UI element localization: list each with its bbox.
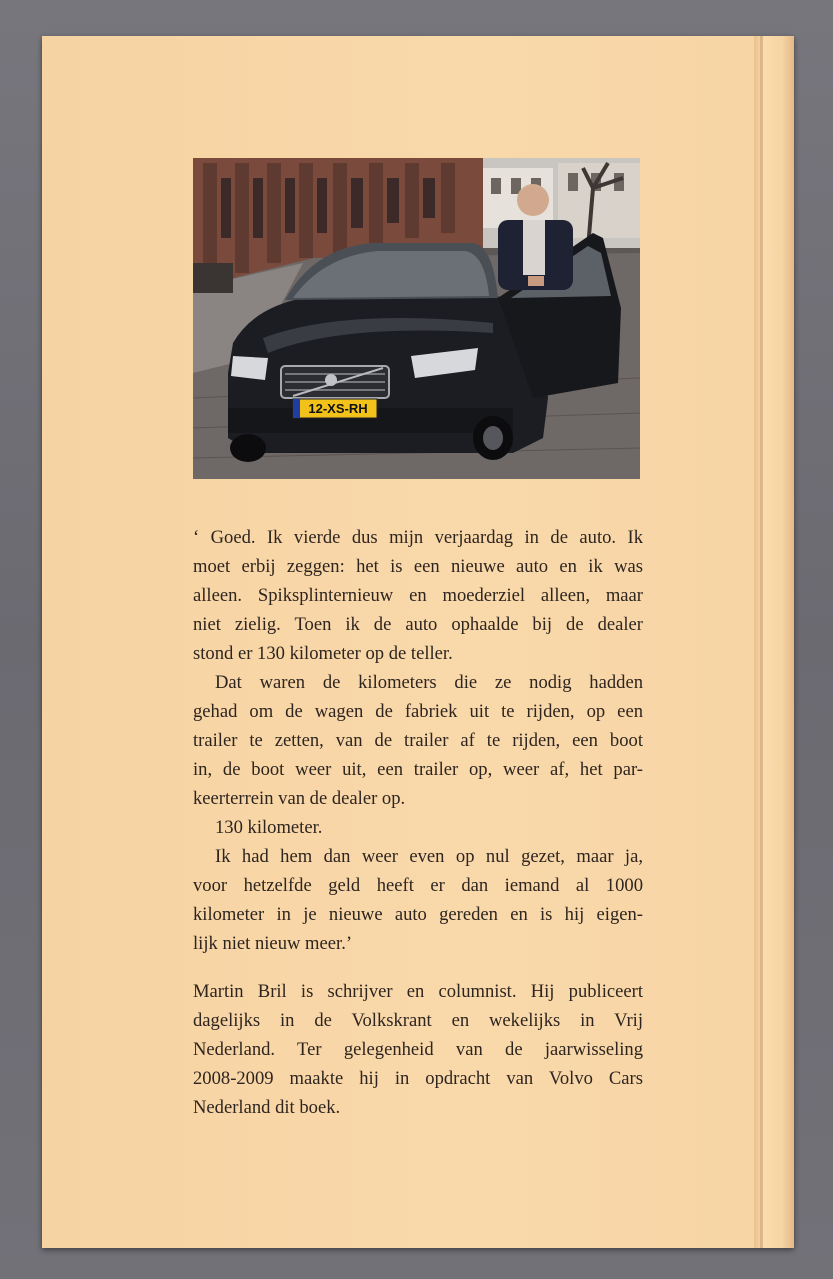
text-line: trailer te zetten, van de trailer af te rijden, een boot [193, 730, 643, 751]
text-line: Ik had hem dan weer even op nul gezet, maar ja, [215, 846, 643, 867]
text-line: 130 kilometer. [215, 817, 323, 838]
quote-paragraph-2 [193, 668, 643, 813]
cover-photo-car-and-author [193, 158, 640, 479]
text-line: Dat waren de kilometers die ze nodig hadden [215, 672, 643, 693]
text-line: dagelijks in de Volkskrant en wekelijks in Vrij [193, 1010, 643, 1031]
text-line: ‘ Goed. Ik vierde dus mijn verjaardag in de auto. Ik [193, 527, 643, 548]
quote-paragraph-3 [193, 813, 643, 842]
text-line: kilometer in je nieuwe auto gereden en is hij eigen- [193, 904, 643, 925]
text-line: stond er 130 kilometer op de teller. [193, 643, 453, 664]
cover-hinge [760, 36, 763, 1248]
quote-paragraph-1 [193, 523, 643, 668]
text-line: Nederland dit boek. [193, 1097, 341, 1118]
text-line: Nederland. Ter gelegenheid van de jaarwisseling [193, 1039, 643, 1060]
quote-paragraph-4 [193, 842, 643, 958]
text-line: voor hetzelfde geld heeft er dan iemand al 1000 [193, 875, 643, 896]
text-line: keerterrein van de dealer op. [193, 788, 406, 809]
cover-photo-illustration [193, 158, 640, 479]
text-line: 2008-2009 maakte hij in opdracht van Volvo Cars [193, 1068, 643, 1089]
book-back-cover [42, 36, 794, 1248]
text-line: alleen. Spiksplinternieuw en moederziel alleen, maar [193, 585, 643, 606]
text-line: Martin Bril is schrijver en columnist. Hij publiceert [193, 981, 643, 1002]
text-line: lijk niet nieuw meer.’ [193, 933, 353, 954]
text-line: niet zielig. Toen ik de auto ophaalde bij de dealer [193, 614, 643, 635]
author-bio [193, 977, 643, 1122]
text-line: moet erbij zeggen: het is een nieuwe auto en ik was [193, 556, 643, 577]
back-cover-quote [193, 523, 643, 958]
text-line: gehad om de wagen de fabriek uit te rijden, op een [193, 701, 643, 722]
license-plate-text: 12-XS-RH [308, 401, 368, 416]
text-line: in, de boot weer uit, een trailer op, weer af, het par- [193, 759, 643, 780]
